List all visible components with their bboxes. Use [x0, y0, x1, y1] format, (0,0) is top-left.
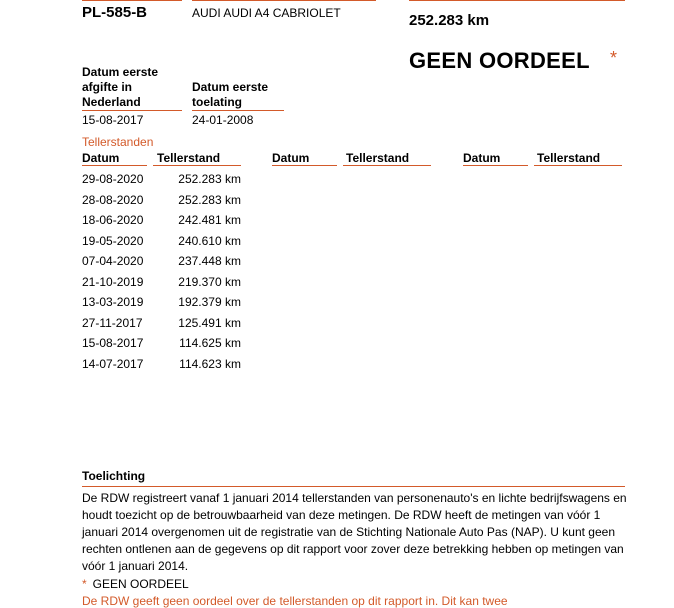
- reading-date: 15-08-2017: [82, 336, 144, 351]
- reading-km: 219.370 km: [178, 274, 241, 289]
- reading-date: 27-11-2017: [82, 315, 143, 330]
- footnote: [82, 577, 189, 591]
- reading-date: 29-08-2020: [82, 172, 144, 187]
- footnote-marker: *: [82, 577, 87, 591]
- col-header-date-3: Datum: [463, 151, 501, 165]
- reading-date: 18-06-2020: [82, 213, 144, 228]
- reading-date: 14-07-2017: [82, 356, 144, 371]
- reading-km: 237.448 km: [178, 254, 241, 269]
- table-row: [82, 272, 241, 293]
- table-row: [82, 190, 241, 211]
- reading-km: 252.283 km: [178, 192, 241, 207]
- first-nl-date-value: 15-08-2017: [82, 113, 144, 127]
- table-row: [82, 333, 241, 354]
- readings-list: [82, 169, 241, 374]
- footnote-text-cut: De RDW geeft geen oordeel over de tellerstanden op dit rapport in. Dit kan twee: [82, 594, 508, 608]
- footnote-label: GEEN OORDEEL: [92, 577, 189, 591]
- table-row: [82, 313, 241, 334]
- col-header-km-3: Tellerstand: [537, 151, 601, 165]
- reading-date: 19-05-2020: [82, 233, 144, 248]
- reading-date: 07-04-2020: [82, 254, 144, 269]
- col-rule-km-2: [343, 165, 431, 166]
- table-row: [82, 210, 241, 231]
- col-rule-date-1: [82, 165, 147, 166]
- first-nl-label-line1: Datum eerste: [82, 65, 159, 79]
- table-row: [82, 354, 241, 375]
- reading-km: 125.491 km: [178, 315, 241, 330]
- col-rule-km-1: [153, 165, 241, 166]
- explanation-text: De RDW registreert vanaf 1 januari 2014 tellerstanden van personenauto's en lichte bedrijfswagens en houdt toezicht op de betrouwbaarheid van deze metingen. De RDW heeft de metingen van vóór 1 januari 2014 overgenomen uit de registratie van de Stichting Nationale Auto Pas (NAP). U kunt geen rechten ontlenen aan de gegevens op dit rapport voor zover deze betrekking hebben op metingen van vóór 1 januari 2014.: [82, 491, 627, 573]
- first-admission-rule: [192, 110, 284, 111]
- col-header-km-2: Tellerstand: [346, 151, 410, 165]
- vehicle-model: AUDI AUDI A4 CABRIOLET: [192, 6, 341, 20]
- reading-date: 28-08-2020: [82, 192, 144, 207]
- verdict-title: GEEN OORDEEL: [409, 48, 590, 73]
- header-rule-model: [192, 0, 376, 1]
- col-header-date-2: Datum: [272, 151, 310, 165]
- reading-date: 21-10-2019: [82, 274, 144, 289]
- explanation-rule: [82, 486, 625, 487]
- table-row: [82, 292, 241, 313]
- col-header-km-1: Tellerstand: [157, 151, 221, 165]
- first-admission-date-value: 24-01-2008: [192, 113, 254, 127]
- current-mileage: 252.283 km: [409, 12, 490, 29]
- first-nl-label-line3: Nederland: [82, 95, 141, 109]
- first-admission-label-line2: toelating: [192, 95, 242, 109]
- col-header-date-1: Datum: [82, 151, 120, 165]
- license-plate: PL-585-B: [82, 4, 148, 21]
- col-rule-date-2: [272, 165, 337, 166]
- reading-km: 242.481 km: [178, 213, 241, 228]
- col-rule-km-3: [534, 165, 622, 166]
- readings-section-title: Tellerstanden: [82, 135, 154, 149]
- first-admission-label-line1: Datum eerste: [192, 80, 269, 94]
- table-row: [82, 231, 241, 252]
- reading-km: 252.283 km: [178, 172, 241, 187]
- table-row: [82, 169, 241, 190]
- first-nl-date-block: [82, 65, 158, 110]
- col-rule-date-3: [463, 165, 528, 166]
- header-rule-plate: [82, 0, 182, 1]
- reading-km: 114.623 km: [179, 356, 241, 371]
- first-admission-date-block: [192, 80, 268, 110]
- reading-km: 192.379 km: [178, 295, 241, 310]
- first-nl-label-line2: afgifte in: [82, 80, 132, 94]
- reading-km: 114.625 km: [179, 336, 241, 351]
- table-row: [82, 251, 241, 272]
- header-rule-km: [409, 0, 625, 1]
- verdict-marker: *: [610, 48, 618, 68]
- reading-date: 13-03-2019: [82, 295, 144, 310]
- explanation-title: Toelichting: [82, 469, 146, 483]
- reading-km: 240.610 km: [178, 233, 241, 248]
- first-nl-rule: [82, 110, 182, 111]
